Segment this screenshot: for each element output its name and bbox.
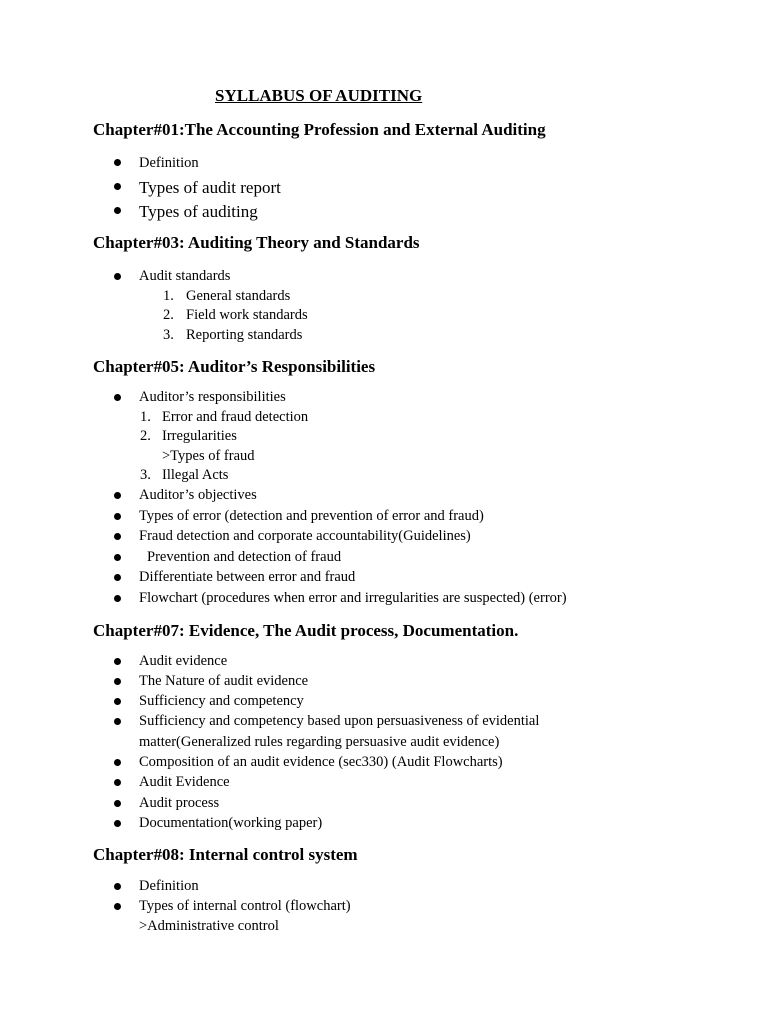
sub-list-note: >Administrative control — [139, 918, 279, 934]
bullet-icon — [114, 759, 121, 766]
list-item: Definition — [139, 878, 199, 894]
bullet-icon — [114, 718, 121, 725]
list-item: Audit Evidence — [139, 774, 230, 790]
list-item: Audit standards — [139, 268, 231, 284]
bullet-icon — [114, 513, 121, 520]
list-item: Auditor’s responsibilities — [139, 389, 286, 405]
bullet-icon — [114, 159, 121, 166]
bullet-icon — [114, 678, 121, 685]
list-item: Types of error (detection and prevention of error and fraud) — [139, 508, 484, 524]
list-item: Fraud detection and corporate accountability(Guidelines) — [139, 528, 471, 544]
list-item: Differentiate between error and fraud — [139, 569, 356, 585]
list-number: 3. — [140, 467, 151, 483]
list-item: Types of auditing — [139, 202, 258, 221]
chapter-01-heading: Chapter#01:The Accounting Profession and External Auditing — [93, 120, 546, 139]
list-item: Audit process — [139, 795, 220, 811]
bullet-icon — [114, 394, 121, 401]
sub-list-item: Error and fraud detection — [162, 409, 309, 425]
list-number: 3. — [163, 327, 174, 343]
chapter-05-heading: Chapter#05: Auditor’s Responsibilities — [93, 357, 376, 376]
bullet-icon — [114, 273, 121, 280]
bullet-icon — [114, 554, 121, 561]
chapter-08-heading: Chapter#08: Internal control system — [93, 845, 358, 864]
list-item: Definition — [139, 155, 199, 171]
list-item: Auditor’s objectives — [139, 487, 257, 503]
bullet-icon — [114, 492, 121, 499]
bullet-icon — [114, 207, 121, 214]
bullet-icon — [114, 533, 121, 540]
sub-list-item: General standards — [186, 288, 291, 304]
bullet-icon — [114, 574, 121, 581]
list-number: 2. — [163, 307, 174, 323]
page-title: SYLLABUS OF AUDITING — [215, 86, 423, 105]
bullet-icon — [114, 779, 121, 786]
chapter-07-heading: Chapter#07: Evidence, The Audit process, Documentation. — [93, 621, 519, 640]
list-item: Sufficiency and competency based upon persuasiveness of evidential — [139, 713, 540, 729]
bullet-icon — [114, 658, 121, 665]
bullet-icon — [114, 883, 121, 890]
bullet-icon — [114, 820, 121, 827]
list-item: Sufficiency and competency — [139, 693, 304, 709]
bullet-icon — [114, 800, 121, 807]
sub-list-item: Illegal Acts — [162, 467, 229, 483]
list-item-continuation: matter(Generalized rules regarding persuasive audit evidence) — [139, 734, 500, 750]
list-number: 1. — [140, 409, 151, 425]
bullet-icon — [114, 698, 121, 705]
bullet-icon — [114, 595, 121, 602]
sub-list-item: Field work standards — [186, 307, 308, 323]
list-item: The Nature of audit evidence — [139, 673, 309, 689]
bullet-icon — [114, 183, 121, 190]
list-item: Documentation(working paper) — [139, 815, 323, 831]
list-item: Audit evidence — [139, 653, 228, 669]
chapter-03-heading: Chapter#03: Auditing Theory and Standards — [93, 233, 420, 252]
list-item: Prevention and detection of fraud — [147, 549, 342, 565]
list-item: Types of audit report — [139, 178, 281, 197]
list-item: Types of internal control (flowchart) — [139, 898, 351, 914]
list-item: Flowchart (procedures when error and irregularities are suspected) (error) — [139, 590, 567, 606]
sub-list-item: Irregularities — [162, 428, 237, 444]
list-item: Composition of an audit evidence (sec330) (Audit Flowcharts) — [139, 754, 503, 770]
sub-list-item: Reporting standards — [186, 327, 303, 343]
list-number: 2. — [140, 428, 151, 444]
list-number: 1. — [163, 288, 174, 304]
sub-list-note: >Types of fraud — [162, 448, 255, 464]
bullet-icon — [114, 903, 121, 910]
